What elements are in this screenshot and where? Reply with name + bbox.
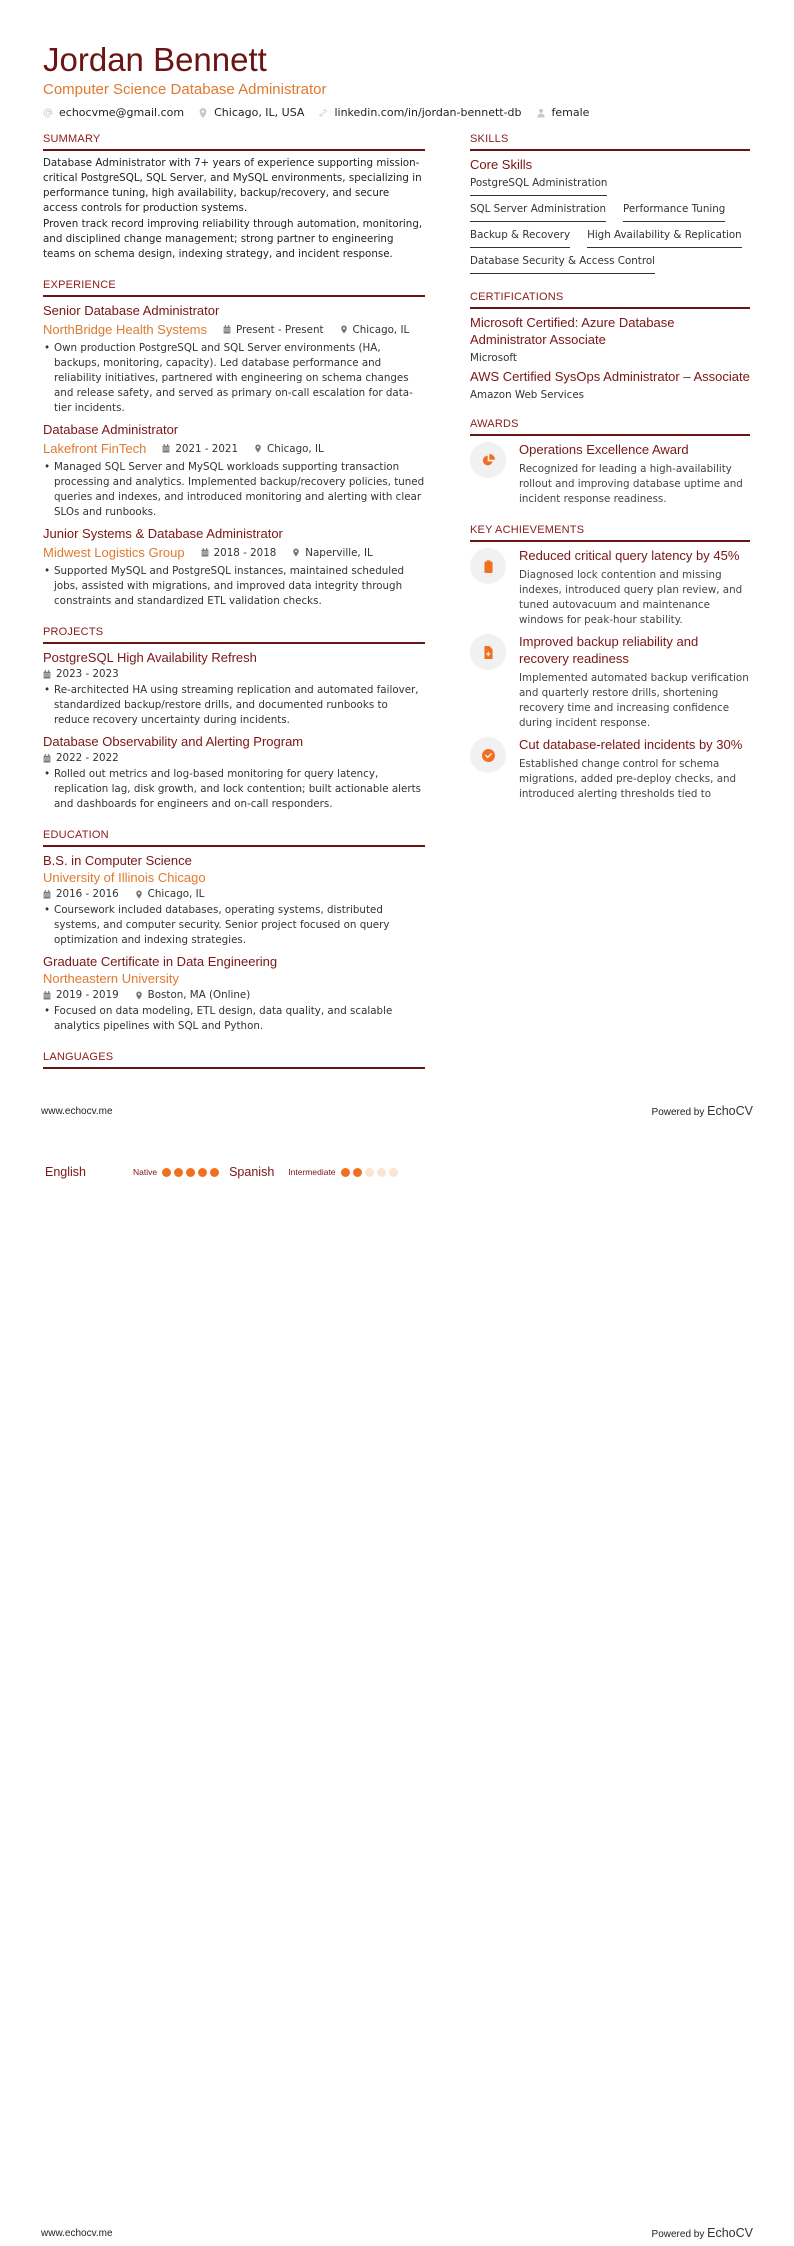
job-meta — [43, 440, 425, 457]
language-level: Intermediate — [288, 1167, 336, 1177]
map-pin-icon — [135, 890, 143, 899]
award-description: Recognized for leading a high-availability rollout and improving database uptime and incident response readiness. — [519, 463, 743, 505]
achievement-description: Diagnosed lock contention and missing indexes, introduced query plan review, and tuned autovacuum and maintenance windows for peak-hour stability. — [519, 569, 743, 626]
job-location — [340, 324, 410, 336]
education-location — [135, 888, 205, 900]
project-entry — [43, 733, 425, 812]
education-entry — [43, 852, 425, 948]
experience-entry — [43, 421, 425, 520]
brand-name: EchoCV — [707, 1104, 753, 1118]
link-icon — [318, 108, 328, 118]
certification-entry — [470, 314, 750, 364]
job-meta — [43, 544, 425, 561]
job-dates — [162, 443, 238, 455]
education-meta — [43, 989, 425, 1001]
bullet-list — [43, 767, 425, 812]
achievement-body — [519, 633, 750, 731]
degree-title: Graduate Certificate in Data Engineering — [43, 954, 278, 969]
user-icon — [536, 108, 546, 118]
dot-filled — [174, 1168, 183, 1177]
achievement-description: Implemented automated backup verification and quarterly restore drills, shortening recovery time and increasing confidence during incident response. — [519, 672, 749, 729]
section-heading: CERTIFICATIONS — [470, 290, 750, 309]
skill-tag: High Availability & Replication — [587, 228, 742, 248]
job-title: Junior Systems & Database Administrator — [43, 526, 283, 541]
language-name: English — [45, 1165, 86, 1179]
location-text: Chicago, IL — [147, 888, 205, 900]
education-dates — [43, 888, 119, 900]
skill-tag: Database Security & Access Control — [470, 254, 655, 274]
certification-title: AWS Certified SysOps Administrator – Associate — [470, 369, 750, 384]
dot-filled — [210, 1168, 219, 1177]
calendar-icon — [43, 670, 51, 679]
dot-empty — [377, 1168, 386, 1177]
dates-text: 2016 - 2016 — [56, 888, 119, 900]
awards-section — [470, 417, 750, 507]
bullet-item: • Focused on data modeling, ETL design, data quality, and scalable analytics pipelines with SQL and Python. — [43, 1004, 425, 1034]
education-meta — [43, 888, 425, 900]
job-title: Senior Database Administrator — [43, 303, 220, 318]
achievement-entry — [470, 736, 750, 802]
project-dates — [43, 668, 425, 680]
calendar-icon — [162, 444, 170, 453]
map-pin-icon — [292, 548, 300, 557]
linkedin-text: linkedin.com/in/jordan-bennett-db — [334, 106, 522, 119]
certification-issuer: Microsoft — [470, 352, 517, 364]
footer-website[interactable]: www.echocv.me — [41, 1105, 113, 1117]
contact-linkedin[interactable] — [318, 106, 521, 119]
education-location — [135, 989, 251, 1001]
section-heading: EXPERIENCE — [43, 278, 425, 297]
achievements-section — [470, 523, 750, 802]
section-heading: EDUCATION — [43, 828, 425, 847]
location-text: Chicago, IL, USA — [214, 106, 305, 119]
dot-empty — [365, 1168, 374, 1177]
page-footer — [41, 1104, 753, 1118]
candidate-name: Jordan Bennett — [43, 41, 267, 78]
dot-filled — [186, 1168, 195, 1177]
dates-text: 2021 - 2021 — [175, 442, 239, 455]
bullet-item: • Re-architected HA using streaming replication and automated failover, standardized backup/restore drills, and documented runbooks to reduce recovery uncertainty during incidents. — [43, 683, 425, 728]
achievement-icon-badge — [470, 548, 506, 584]
language-name: Spanish — [229, 1165, 275, 1179]
project-dates — [43, 752, 425, 764]
page-footer — [41, 2226, 753, 2240]
achievement-icon-badge — [470, 634, 506, 670]
certification-entry — [470, 368, 750, 401]
dates-text: 2022 - 2022 — [56, 752, 119, 764]
achievement-body — [519, 547, 750, 628]
contact-location — [198, 106, 304, 119]
map-pin-icon — [340, 325, 348, 334]
skill-tag: PostgreSQL Administration — [470, 176, 607, 196]
gender-text: female — [551, 106, 590, 119]
calendar-icon — [43, 890, 51, 899]
dot-filled — [162, 1168, 171, 1177]
job-location — [254, 443, 324, 455]
education-section — [43, 828, 425, 1034]
dates-text: 2018 - 2018 — [213, 546, 277, 559]
bullet-list — [43, 683, 425, 728]
experience-entry — [43, 302, 425, 416]
achievement-entry — [470, 547, 750, 628]
dot-filled — [353, 1168, 362, 1177]
powered-by-text: Powered by — [651, 2229, 705, 2240]
bullet-list — [43, 341, 425, 416]
powered-by-text: Powered by — [651, 1107, 705, 1118]
at-icon — [43, 108, 53, 118]
calendar-icon — [43, 991, 51, 1000]
skill-tag: Backup & Recovery — [470, 228, 570, 248]
contact-email[interactable] — [43, 106, 184, 119]
dot-empty — [389, 1168, 398, 1177]
achievement-entry — [470, 633, 750, 731]
bullet-list — [43, 564, 425, 609]
skills-section — [470, 132, 750, 274]
candidate-title: Computer Science Database Administrator — [43, 81, 327, 98]
education-dates — [43, 989, 119, 1001]
section-heading: SUMMARY — [43, 132, 425, 151]
section-heading: KEY ACHIEVEMENTS — [470, 523, 750, 542]
brand-name: EchoCV — [707, 2226, 753, 2240]
dot-filled — [341, 1168, 350, 1177]
school-name: University of Illinois Chicago — [43, 870, 206, 885]
job-dates — [223, 324, 324, 336]
section-heading: SKILLS — [470, 132, 750, 151]
school-name: Northeastern University — [43, 971, 179, 986]
contact-list — [43, 106, 589, 119]
award-title: Operations Excellence Award — [519, 442, 689, 457]
bullet-list — [43, 903, 425, 948]
left-column — [43, 132, 425, 1085]
dates-text: 2023 - 2023 — [56, 668, 119, 680]
achievement-description: Established change control for schema migrations, added pre-deploy checks, and introduced alerting thresholds tied to — [519, 758, 737, 800]
calendar-icon — [223, 325, 231, 334]
bullet-item: • Own production PostgreSQL and SQL Server environments (HA, backups, monitoring, capacity). Led database performance and reliability initiatives, partnered with engineering on schema changes and release safety, and served as primary on-call escalation for data-tier incidents. — [43, 341, 425, 416]
company-name: Lakefront FinTech — [43, 441, 147, 456]
footer-powered — [652, 1104, 753, 1118]
location-text: Chicago, IL — [352, 323, 410, 336]
calendar-icon — [43, 754, 51, 763]
summary-paragraph: Proven track record improving reliability through automation, monitoring, and disciplined change management; strong partner to engineering teams on schema design, indexing strategy, and incident response. — [43, 218, 423, 260]
bullet-list — [43, 1004, 425, 1034]
calendar-icon — [201, 548, 209, 557]
languages-section — [43, 1050, 425, 1069]
language-item — [219, 1165, 397, 1179]
dates-text: Present - Present — [236, 323, 324, 336]
education-entry — [43, 953, 425, 1034]
resume-header — [43, 40, 589, 119]
company-name: Midwest Logistics Group — [43, 545, 185, 560]
dates-text: 2019 - 2019 — [56, 989, 119, 1001]
language-level: Native — [133, 1167, 158, 1177]
job-dates — [201, 547, 277, 559]
check-circle-icon — [482, 749, 495, 762]
achievement-icon-badge — [470, 737, 506, 773]
certifications-section — [470, 290, 750, 401]
project-title: PostgreSQL High Availability Refresh — [43, 650, 257, 665]
bullet-item: • Rolled out metrics and log-based monitoring for query latency, replication lag, disk growth, and lock contention; built actionable alerts and dashboards for engineers and on-call responders. — [43, 767, 425, 812]
degree-title: B.S. in Computer Science — [43, 853, 192, 868]
section-heading: LANGUAGES — [43, 1050, 425, 1069]
experience-section — [43, 278, 425, 609]
contact-gender — [536, 106, 590, 119]
language-item — [45, 1165, 219, 1179]
footer-powered — [652, 2226, 753, 2240]
location-text: Naperville, IL — [305, 546, 373, 559]
job-meta — [43, 321, 425, 338]
location-text: Chicago, IL — [267, 442, 324, 455]
bullet-list — [43, 460, 425, 520]
map-pin-icon — [198, 108, 208, 118]
footer-website[interactable]: www.echocv.me — [41, 2227, 113, 2239]
job-title: Database Administrator — [43, 422, 179, 437]
clipboard-icon — [482, 560, 495, 573]
award-entry — [470, 441, 750, 507]
map-pin-icon — [254, 444, 262, 453]
project-title: Database Observability and Alerting Program — [43, 734, 304, 749]
achievement-body — [519, 736, 750, 802]
skill-tag-list — [470, 176, 750, 274]
company-name: NorthBridge Health Systems — [43, 322, 208, 337]
section-heading: AWARDS — [470, 417, 750, 436]
bullet-item: • Managed SQL Server and MySQL workloads supporting transaction processing and analytics. Implemented backup/recovery policies, tuned queries and indexes, and introduced monitoring and alerting with clear SLOs and runbooks. — [43, 460, 425, 520]
job-location — [292, 547, 372, 559]
section-heading: PROJECTS — [43, 625, 425, 644]
map-pin-icon — [135, 991, 143, 1000]
award-icon-badge — [470, 442, 506, 478]
award-body — [519, 441, 750, 507]
project-entry — [43, 649, 425, 728]
right-column — [470, 132, 750, 818]
projects-section — [43, 625, 425, 812]
summary-paragraph: Database Administrator with 7+ years of experience supporting mission-critical PostgreSQL, SQL Server, and MySQL environments, specializing in performance tuning, high availability, backup/recovery, and secure access controls for production systems. — [43, 157, 422, 214]
skill-group-title: Core Skills — [470, 157, 533, 172]
languages-list — [45, 1165, 425, 1179]
achievement-title: Improved backup reliability and recovery readiness — [519, 634, 699, 666]
location-text: Boston, MA (Online) — [147, 989, 251, 1001]
bullet-item: • Coursework included databases, operating systems, distributed systems, and computer security. Senior project focused on query optimization and indexing strategies. — [43, 903, 425, 948]
certification-title: Microsoft Certified: Azure Database Administrator Associate — [470, 315, 675, 347]
summary-section — [43, 132, 425, 262]
pie-chart-icon — [482, 454, 495, 467]
certification-issuer: Amazon Web Services — [470, 389, 585, 401]
email-text: echocvme@gmail.com — [59, 106, 185, 119]
achievement-title: Cut database-related incidents by 30% — [519, 737, 743, 752]
achievement-title: Reduced critical query latency by 45% — [519, 548, 740, 563]
skill-tag: SQL Server Administration — [470, 202, 606, 222]
file-plus-icon — [482, 646, 495, 659]
proficiency-dots — [341, 1168, 398, 1177]
dot-filled — [198, 1168, 207, 1177]
proficiency-dots — [162, 1168, 219, 1177]
bullet-item: • Supported MySQL and PostgreSQL instances, maintained scheduled jobs, assisted with migrations, and improved data integrity through constraints and standardized ETL validation checks. — [43, 564, 425, 609]
skill-tag: Performance Tuning — [623, 202, 725, 222]
experience-entry — [43, 525, 425, 609]
